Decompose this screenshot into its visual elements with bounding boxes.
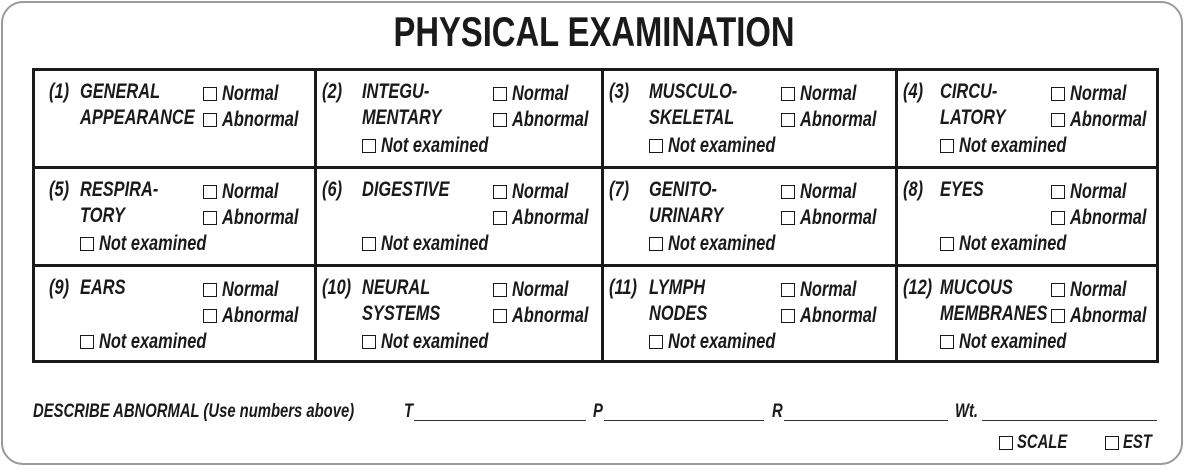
section-name-line2: MEMBRANES xyxy=(940,302,1048,325)
checkbox-icon[interactable] xyxy=(940,139,954,153)
section-name-line1: CIRCU- xyxy=(940,80,998,103)
section-number: (9) xyxy=(49,276,70,299)
section-name-line2: APPEARANCE xyxy=(80,106,195,129)
abnormal-checkbox[interactable]: Abnormal xyxy=(781,205,898,231)
section-number: (11) xyxy=(609,276,637,299)
checkbox-icon[interactable] xyxy=(1051,185,1065,199)
section-2-integumentary xyxy=(317,71,604,169)
checkbox-icon[interactable] xyxy=(493,283,507,297)
section-name-line2: TORY xyxy=(80,204,125,227)
checkbox-icon[interactable] xyxy=(781,113,795,127)
scale-checkbox[interactable]: SCALE xyxy=(999,430,1081,456)
section-3-musculoskeletal xyxy=(604,71,898,169)
respiration-field[interactable] xyxy=(784,420,948,421)
section-number: (5) xyxy=(49,178,70,201)
section-name-line1: LYMPH xyxy=(649,276,706,299)
section-number: (8) xyxy=(903,178,924,201)
not-examined-checkbox[interactable]: Not examined xyxy=(80,231,237,257)
pulse-field[interactable] xyxy=(604,420,764,421)
section-number: (10) xyxy=(322,276,352,299)
weight-label: Wt. xyxy=(955,401,979,422)
checkbox-icon[interactable] xyxy=(781,87,795,101)
checkbox-icon[interactable] xyxy=(781,211,795,225)
est-checkbox[interactable]: EST xyxy=(1105,430,1160,456)
exam-grid xyxy=(32,68,1159,363)
abnormal-checkbox[interactable]: Abnormal xyxy=(203,107,320,133)
checkbox-icon[interactable] xyxy=(203,87,217,101)
section-name-line1: EARS xyxy=(80,276,126,299)
not-examined-checkbox[interactable]: Not examined xyxy=(649,231,806,257)
abnormal-checkbox[interactable]: Abnormal xyxy=(493,303,610,329)
temperature-field[interactable] xyxy=(414,420,586,421)
checkbox-icon[interactable] xyxy=(362,237,376,251)
not-examined-checkbox[interactable]: Not examined xyxy=(80,329,237,355)
checkbox-icon[interactable] xyxy=(493,113,507,127)
normal-checkbox[interactable]: Normal xyxy=(493,81,584,107)
section-name-line1: GENERAL xyxy=(80,80,161,103)
normal-checkbox[interactable]: Normal xyxy=(203,277,294,303)
normal-checkbox[interactable]: Normal xyxy=(1051,179,1142,205)
checkbox-icon[interactable] xyxy=(1051,283,1065,297)
section-name-line2: URINARY xyxy=(649,204,724,227)
section-number: (4) xyxy=(903,80,924,103)
abnormal-checkbox[interactable]: Abnormal xyxy=(203,205,320,231)
pulse-label: P xyxy=(593,401,603,422)
checkbox-icon[interactable] xyxy=(1051,113,1065,127)
section-5-respiratory xyxy=(35,169,317,267)
section-name-line1: MUSCULO- xyxy=(649,80,738,103)
checkbox-icon[interactable] xyxy=(940,335,954,349)
abnormal-checkbox[interactable]: Abnormal xyxy=(1051,205,1168,231)
not-examined-checkbox[interactable]: Not examined xyxy=(940,133,1097,159)
section-number: (12) xyxy=(903,276,933,299)
checkbox-icon[interactable] xyxy=(493,211,507,225)
section-9-ears xyxy=(35,267,317,360)
section-name-line1: EYES xyxy=(940,178,984,201)
normal-checkbox[interactable]: Normal xyxy=(493,277,584,303)
normal-checkbox[interactable]: Normal xyxy=(203,81,294,107)
checkbox-icon[interactable] xyxy=(781,283,795,297)
checkbox-icon[interactable] xyxy=(1105,436,1119,450)
section-8-eyes xyxy=(898,169,1156,267)
checkbox-icon[interactable] xyxy=(940,237,954,251)
section-name-line1: GENITO- xyxy=(649,178,717,201)
normal-checkbox[interactable]: Normal xyxy=(203,179,294,205)
section-number: (7) xyxy=(609,178,630,201)
section-name-line2: NODES xyxy=(649,302,708,325)
checkbox-icon[interactable] xyxy=(649,335,663,349)
checkbox-icon[interactable] xyxy=(362,139,376,153)
abnormal-checkbox[interactable]: Abnormal xyxy=(781,107,898,133)
section-4-circulatory xyxy=(898,71,1156,169)
section-number: (2) xyxy=(322,80,343,103)
not-examined-checkbox[interactable]: Not examined xyxy=(362,231,519,257)
checkbox-icon[interactable] xyxy=(203,211,217,225)
not-examined-checkbox[interactable]: Not examined xyxy=(649,329,806,355)
checkbox-icon[interactable] xyxy=(493,87,507,101)
checkbox-icon[interactable] xyxy=(1051,309,1065,323)
section-number: (1) xyxy=(49,80,70,103)
section-number: (6) xyxy=(322,178,343,201)
describe-abnormal-label: DESCRIBE ABNORMAL (Use numbers above) xyxy=(33,401,355,422)
checkbox-icon[interactable] xyxy=(1051,87,1065,101)
checkbox-icon[interactable] xyxy=(781,309,795,323)
abnormal-checkbox[interactable]: Abnormal xyxy=(1051,303,1168,329)
normal-checkbox[interactable]: Normal xyxy=(781,277,872,303)
normal-checkbox[interactable]: Normal xyxy=(1051,277,1142,303)
abnormal-checkbox[interactable]: Abnormal xyxy=(493,205,610,231)
section-7-genitourinary xyxy=(604,169,898,267)
not-examined-checkbox[interactable]: Not examined xyxy=(362,329,519,355)
form-title: PHYSICAL EXAMINATION xyxy=(393,8,795,55)
section-name-line2: SKELETAL xyxy=(649,106,735,129)
checkbox-icon[interactable] xyxy=(781,185,795,199)
abnormal-checkbox[interactable]: Abnormal xyxy=(1051,107,1168,133)
checkbox-icon[interactable] xyxy=(649,139,663,153)
section-name-line1: NEURAL xyxy=(362,276,431,299)
checkbox-icon[interactable] xyxy=(649,237,663,251)
section-6-digestive xyxy=(317,169,604,267)
not-examined-checkbox[interactable]: Not examined xyxy=(649,133,806,159)
checkbox-icon[interactable] xyxy=(80,237,94,251)
checkbox-icon[interactable] xyxy=(203,283,217,297)
checkbox-icon[interactable] xyxy=(203,309,217,323)
checkbox-icon[interactable] xyxy=(80,335,94,349)
section-name-line1: MUCOUS xyxy=(940,276,1013,299)
normal-checkbox[interactable]: Normal xyxy=(1051,81,1142,107)
not-examined-checkbox[interactable]: Not examined xyxy=(940,329,1097,355)
checkbox-icon[interactable] xyxy=(493,185,507,199)
section-number: (3) xyxy=(609,80,630,103)
section-name-line2: LATORY xyxy=(940,106,1006,129)
not-examined-checkbox[interactable]: Not examined xyxy=(362,133,519,159)
not-examined-checkbox[interactable]: Not examined xyxy=(940,231,1097,257)
section-name-line2: SYSTEMS xyxy=(362,302,441,325)
checkbox-icon[interactable] xyxy=(362,335,376,349)
checkbox-icon[interactable] xyxy=(203,185,217,199)
checkbox-icon[interactable] xyxy=(1051,211,1065,225)
normal-checkbox[interactable]: Normal xyxy=(781,179,872,205)
section-name-line1: DIGESTIVE xyxy=(362,178,450,201)
section-12-mucous-membranes xyxy=(898,267,1156,360)
weight-field[interactable] xyxy=(982,420,1157,421)
respiration-label: R xyxy=(772,401,783,422)
section-11-lymph-nodes xyxy=(604,267,898,360)
section-10-neural-systems xyxy=(317,267,604,360)
normal-checkbox[interactable]: Normal xyxy=(781,81,872,107)
abnormal-checkbox[interactable]: Abnormal xyxy=(781,303,898,329)
temperature-label: T xyxy=(404,401,414,422)
checkbox-icon[interactable] xyxy=(203,113,217,127)
abnormal-checkbox[interactable]: Abnormal xyxy=(203,303,320,329)
normal-checkbox[interactable]: Normal xyxy=(493,179,584,205)
checkbox-icon[interactable] xyxy=(493,309,507,323)
abnormal-checkbox[interactable]: Abnormal xyxy=(493,107,610,133)
section-name-line1: INTEGU- xyxy=(362,80,430,103)
section-name-line1: RESPIRA- xyxy=(80,178,159,201)
section-name-line2: MENTARY xyxy=(362,106,442,129)
section-1-general-appearance xyxy=(35,71,317,169)
checkbox-icon[interactable] xyxy=(999,436,1013,450)
